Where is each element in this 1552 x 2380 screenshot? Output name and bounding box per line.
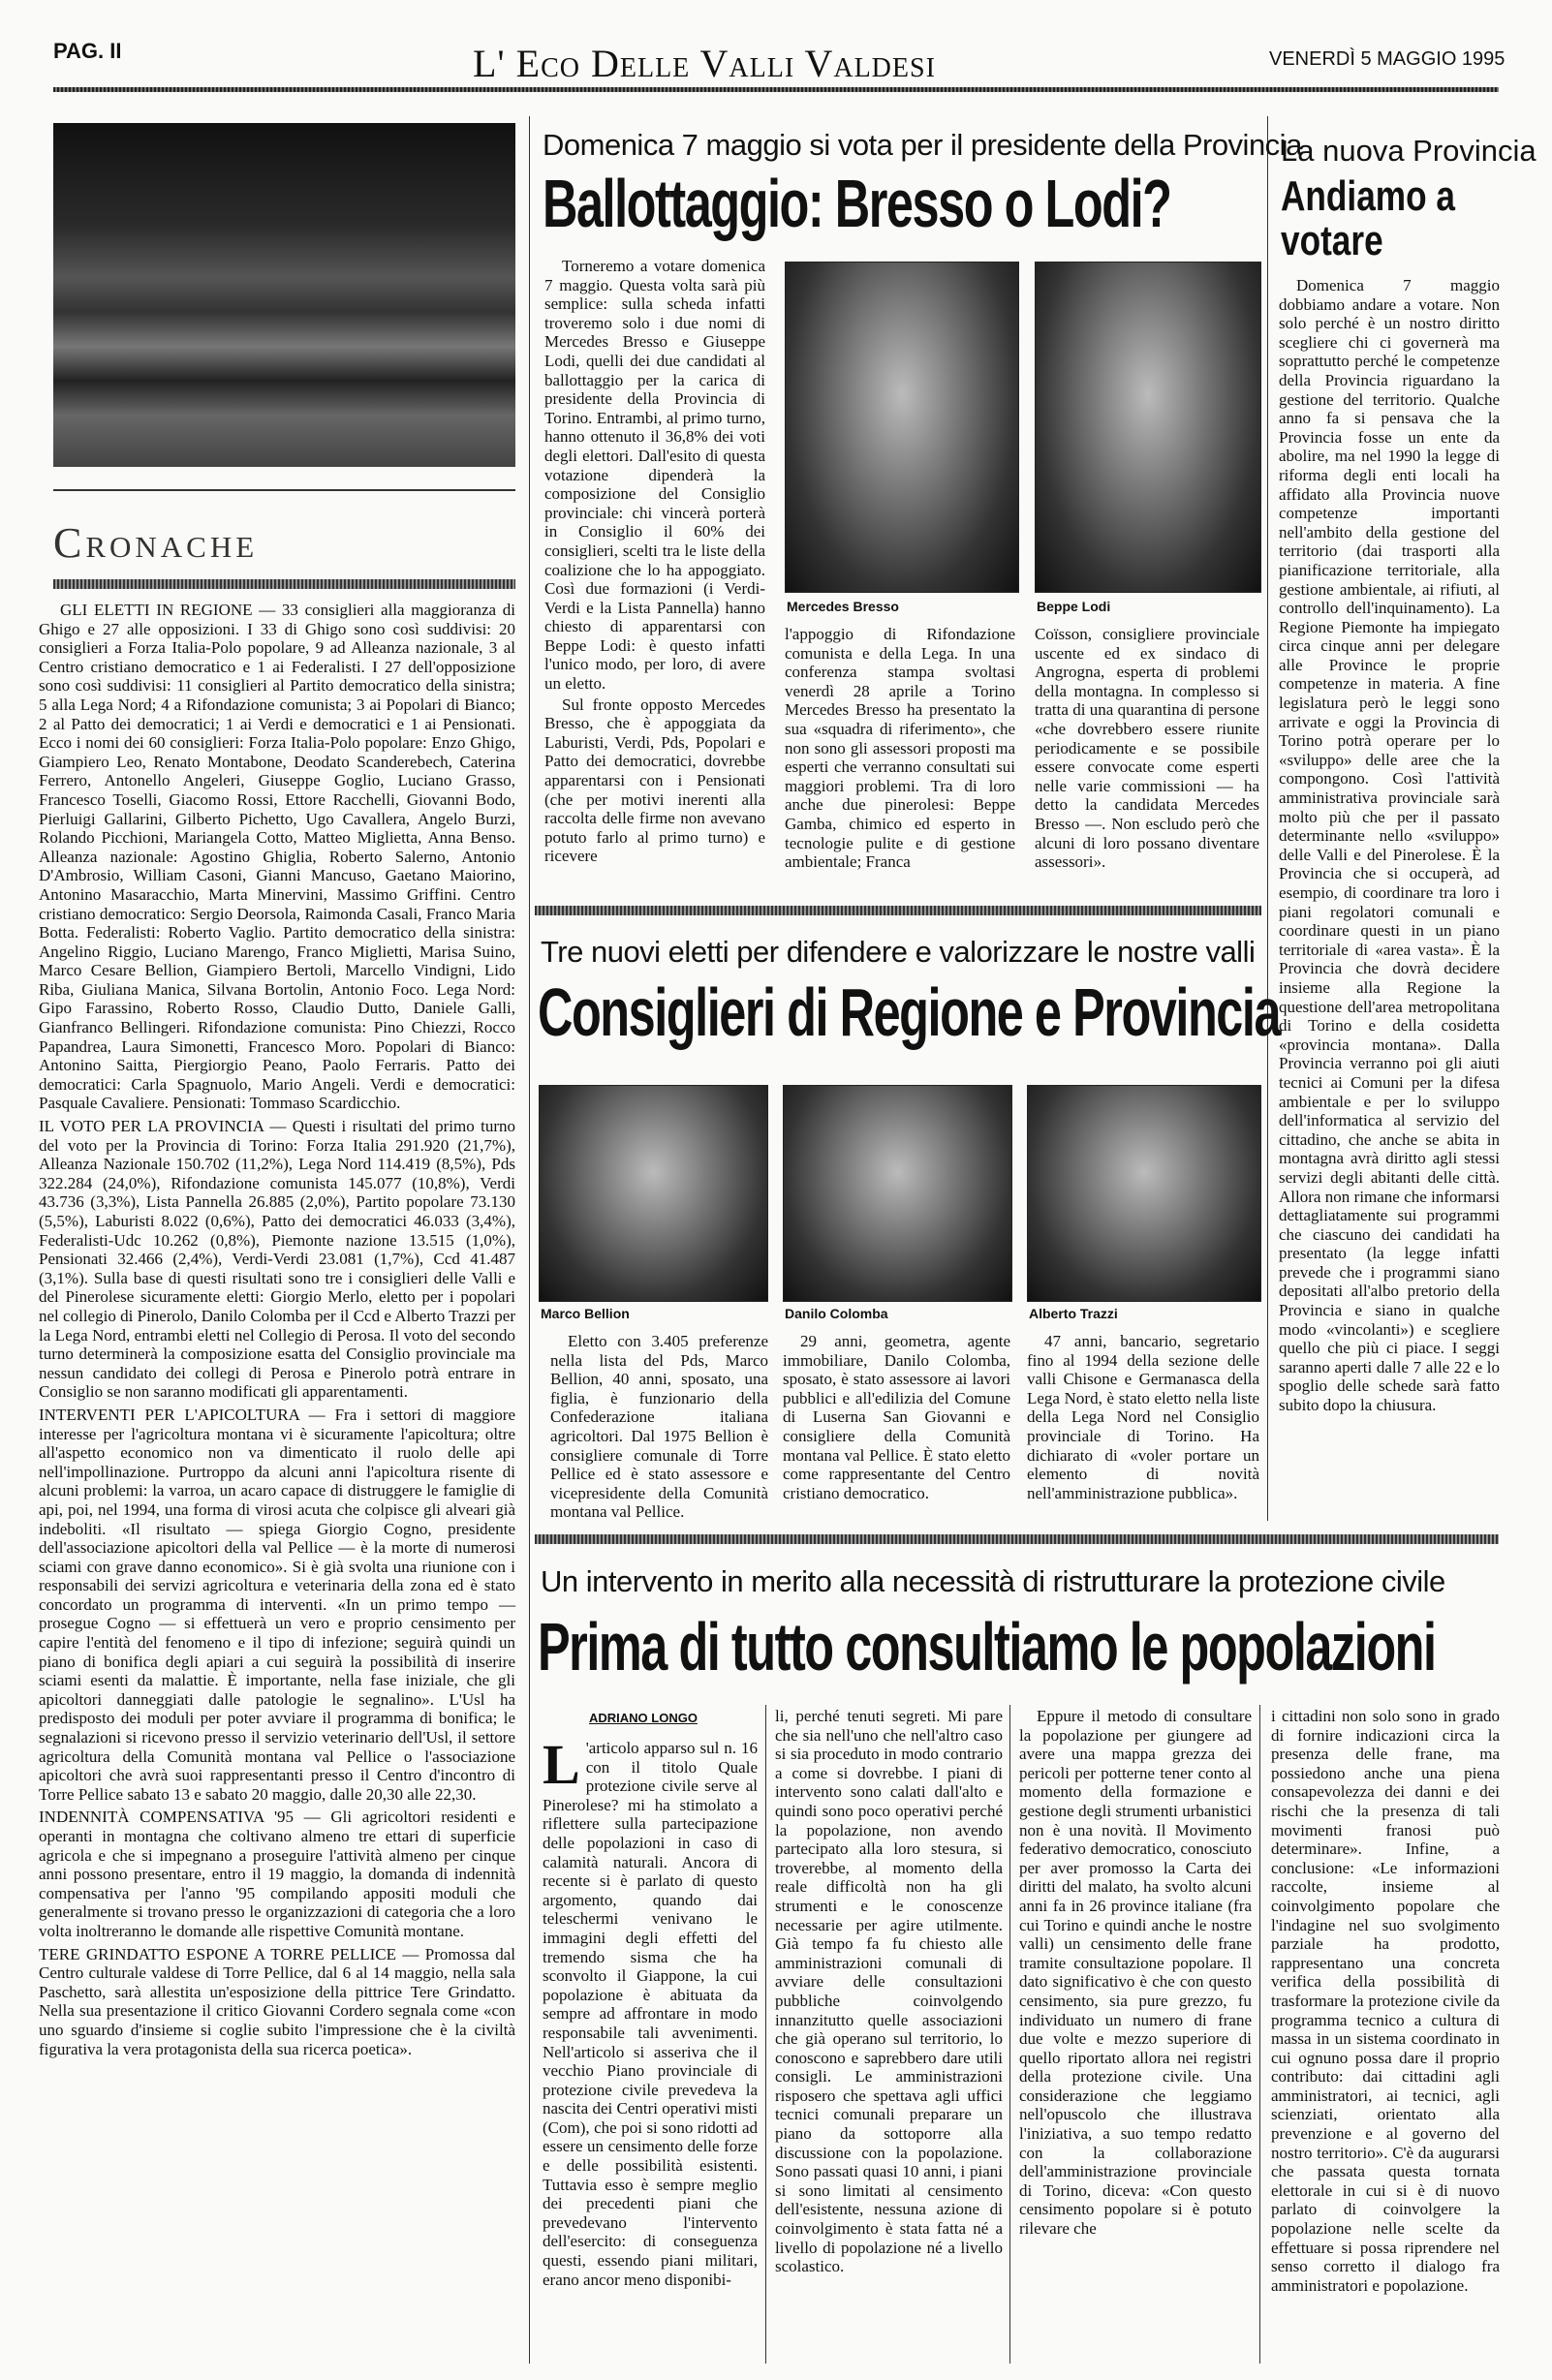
bresso-photo bbox=[785, 262, 1019, 593]
sidebar-column bbox=[1279, 276, 1500, 1415]
kicker: Un intervento in merito alla necessità di ristrutturare la protezione civile bbox=[541, 1564, 1445, 1598]
headline: Consiglieri di Regione e Provincia bbox=[538, 974, 1281, 1050]
article-text: i cittadini non solo sono in grado di fornire indicazioni circa la presenza delle frane, ma possiedono anche una piena consapevolezza dei danni e dei rischi che la presenza di tali movimenti franosi può determinare». Infine, a conclusione: «Le informazioni raccolte, insieme al coinvolgimento popolare che l'indagine nel suo svolgimento parziale ha prodotto, rappresentano una concreta verifica della possibilità di trasformare la protezione civile da programma tecnico a cultura di massa in un sistema coordinato in cui ognuno possa dare il proprio contributo: dai cittadini agli amministratori, ai tecnici, agli scienziati, orientato alla prevenzione e al governo del nostro territorio». C'è da augurarsi che passata questa tornata elettorale in cui si è di nuovo parlato di coinvolgere la popolazione nelle scelte da effettuare si possa riprendere nel senso corretto il dialogo fra amministratori e popolazione. bbox=[1271, 1707, 1500, 2295]
cronache-item: TERE GRINDATTO ESPONE A TORRE PELLICE — Promossa dal Centro culturale valdese di Torre Pellice, dal 6 al 14 maggio, nella sala Paschetto, sarà allestita un'esposizione della pittrice Tere Grindatto. Nella sua presentazione il critico Giovanni Cordero segnala come «con uno sguardo d'insieme si coglie subito l'impressione che è la civiltà figurativa la vera protagonista della sua ricerca poetica». bbox=[39, 1944, 515, 2058]
kicker: Domenica 7 maggio si vota per il presidente della Provincia bbox=[543, 128, 1302, 162]
lodi-photo bbox=[1035, 262, 1261, 593]
cronache-item: GLI ELETTI IN REGIONE — 33 consiglieri alla maggioranza di Ghigo e 27 alle opposizioni. I 33 di Ghigo sono così suddivisi: 20 consiglieri a Forza Italia-Polo popolare, 9 ad Alleanza nazionale, 3 al Centro cristiano democratico e 1 ai Federalisti. I 27 dell'opposizione sono così suddivisi: 11 consiglieri al Partito democratico della sinistra; 5 alla Lega Nord; 4 a Rifondazione comunista; 3 ai Popolari di Bianco; 2 al Patto dei democratici; 1 ai Verdi e democratici e 1 ai Pensionati. Ecco i nomi dei 60 consiglieri: Forza Italia-Polo popolare: Enzo Ghigo, Giampiero Leo, Renato Montabone, Deodato Scanderebech, Caterina Ferrero, Antonello Angeleri, Giuseppe Goglio, Luciano Grasso, Francesco Toselli, Giacomo Rossi, Ettore Racchelli, Giovanni Bodo, Pierluigi Gallarini, Gilberto Pichetto, Ugo Cavallera, Angelo Burzi, Rolando Picchioni, Mariangela Cotto, Matteo Miglietta, Anna Benso. Alleanza nazionale: Agostino Ghiglia, Roberto Salerno, Antonio D'Ambrosio, William Casoni, Gianni Mancuso, Gaetano Maiorino, Antonino Masaracchio, Marta Minervini, Massimo Griffini. Centro cristiano democratico: Sergio Deorsola, Raimonda Casali, Franco Maria Botta. Federalisti: Roberto Vaglio. Partito democratico della sinistra: Angelino Riggio, Luciano Marengo, Franco Miglietti, Marisa Suino, Marco Cesare Bellion, Giampiero Bertoli, Marcello Vindigni, Lido Riba, Giuliana Manica, Silvana Bortolin, Antonio Foco. Lega Nord: Gipo Farassino, Roberto Rosso, Claudio Dutto, Daniele Galli, Gianfranco Bellingeri. Rifondazione comunista: Pino Chiezzi, Rocco Papandrea, Laura Simonetti, Francesco Moro. Popolari di Bianco: Antonino Saitta, Piergiorgio Peano, Paolo Ferraris. Patto dei democratici: Carla Spagnuolo, Mario Angeli. Verdi e democratici: Pasquale Cavaliere. Pensionati: Tommaso Scardicchio. bbox=[39, 601, 515, 1113]
article-text: 29 anni, geometra, agente immobiliare, Danilo Colomba, sposato, è stato assessore ai lavori pubblici e all'edilizia del Comune di Luserna San Giovanni e consigliere della Comunità montana val Pellice. È stato eletto come rappresentante del Centro cristiano democratico. bbox=[783, 1332, 1010, 1502]
section-band bbox=[535, 906, 1261, 915]
article-text: Eppure il metodo di consultare la popolazione per giungere ad avere una mappa grezza dei pericoli per potterne tener conto al momento della formazione e gestione degli strumenti urbanistici non è una novità. Il Movimento federativo democratico, conosciuto per aver promosso la Carta dei diritti del malato, ha svolto alcuni anni fa in 26 province italiane (fra cui Torino e quindi anche le nostre valli) un censimento delle frane tramite consultazione popolare. Il dato significativo è che con questo censimento, sia pure grezzo, fu individuato un numero di frane due volte e mezzo superiore di quello riportato allora nei registri della protezione civile. Una considerazione che leggiamo nell'opuscolo che illustrava l'iniziativa, a suo tempo redatto con la collaborazione dell'amministrazione provinciale di Torino, diceva: «Con questo censimento popolare si è potuto rilevare che bbox=[1019, 1707, 1252, 2239]
article-text: Coïsson, consigliere provinciale uscente ed ex sindaco di Angrogna, esperta di problemi della montagna. In complesso si tratta di una quarantina di persone «che dovrebbero essere riunite periodicamente e se possibile essere convocate come esperti nelle varie commissioni — ha detto la candidata Mercedes Bresso —. Non escludo però che alcuni di loro possano diventare assessori». bbox=[1035, 625, 1259, 872]
cronache-item: IL VOTO PER LA PROVINCIA — Questi i risultati del primo turno del voto per la Provincia di Torino: Forza Italia 291.920 (21,7%), Alleanza Nazionale 150.702 (11,2%), Lega Nord 114.419 (8,5%), Pds 322.284 (24,0%), Rifondazione comunista 145.077 (10,8%), Verdi 43.736 (3,3%), Lista Pannella 26.885 (2,0%), Partito popolare 73.130 (5,5%), Laburisti 8.022 (0,6%), Patto dei democratici 46.033 (3,4%), Federalisti-Udc 10.262 (0,8%), Piemonte nazione 13.515 (1,0%), Pensionati 32.466 (2,4%), Verdi-Verdi 23.081 (1,7%), Ccd 41.487 (3,1%). Sulla base di questi risultati sono tre i consiglieri delle Valli e del Pinerolese sicuramente eletti: Giorgio Merlo, eletto per i popolari nel collegio di Pinerolo, Danilo Colomba per il Ccd e Alberto Trazzi per la Lega Nord, entrambi eletti nel Collegio di Perosa. Il voto del secondo turno determinerà la composizione esatta del Consiglio provinciale ma nessun candidato dei collegi di Perosa e Pinerolo potrà entrare in Consiglio se non saranno modificati gli apparentamenti. bbox=[39, 1117, 515, 1402]
sidebar-kicker: La nuova Provincia bbox=[1281, 134, 1536, 168]
colomba-photo bbox=[783, 1085, 1012, 1302]
trazzi-photo bbox=[1027, 1085, 1261, 1302]
cronache-item: INTERVENTI PER L'APICOLTURA — Fra i settori di maggiore interesse per l'agricoltura montana vi è sicuramente l'apicoltura; oltre all'aspetto economico non va dimenticato il ruolo delle api nell'impollinazione. Purtroppo da alcuni anni l'apicoltura risente di alcuni problemi: la varroa, un acaro capace di distruggere le famiglie di api, poi, nel 1994, una forma di virosi acuta che colpisce gli alveari già indeboliti. «Il risultato — spiega Giorgio Cogno, presidente dell'associazione apicoltori della val Pellice — è la morte di numerosi sciami con grave danno economico». Si è già svolta una riunione con i responsabili dei servizi agricoltura e veterinaria della zona ed è stato concordato un programma di interventi. «In un primo tempo — prosegue Cogno — si effettuerà un vero e proprio censimento per capire l'entità del fenomeno e il tipo di infezione; seguirà quindi un piano di bonifica degli apiari a cui seguirà la possibilità di inserire sciami esenti da malattie. È importante, nella fase iniziale, che gli apicoltori danneggiati dalle patologie le segnalino». L'Usl ha predisposto dei moduli per poter avviare il programma di bonifica; le segnalazioni si ricevono presso il servizio veterinario dell'Usl, il settore agricoltura della Comunità montana val Pellice o l'associazione apicoltori che avrà suoi rappresentanti presso il Centro d'incontro di Torre Pellice sabato 13 e sabato 20 maggio, dalle 20,30 alle 22,30. bbox=[39, 1405, 515, 1804]
article-text: Domenica 7 maggio dobbiamo andare a votare. Non solo perché è un nostro diritto scegliere chi ci governerà ma soprattutto perché le competenze della Provincia riguardano la gestione del territorio. Qualche anno fa si pensava che la Provincia fosse un ente da abolire, ma nel 1990 la legge di riforma degli enti locali ha affidato alla Provincia nuove competenze importanti nell'ambito della gestione del territorio (dai trasporti alla pianificazione territoriale, alla gestione ambientale, ai rifiuti, al controllo dell'inquinamento). La Regione Piemonte ha impiegato circa cinque anni per delegare alle Province le proprie competenze in materia. A fine legislatura però le leggi sono arrivate e oggi la Provincia di Torino potrà operare per lo «sviluppo» delle aree che la compongono. Così l'attività amministrativa provinciale sarà molto più che per il passato determinante nello «sviluppo» delle Valli e del Pinerolese. È la Provincia che si occuperà, ad esempio, di coordinare tra loro i piani regolatori comunali e coordinare questi in un piano territoriale di «area vasta». È la Provincia che dovrà decidere insieme alla Regione la questione dell'area metropolitana di Torino e della cosidetta «provincia montana». Dalla Provincia verranno poi gli aiuti tecnici ai Comuni per la difesa ambientale e per lo sviluppo dell'informatica al servizio del cittadino, che anche se abita in montagna avrà diritto agli stessi servizi degli abitanti delle città. Allora non rimane che informarsi dettagliatamente sui programmi che ciascuno dei candidati ha presentato (la legge infatti prevede che i programmi siano depositati all'albo pretorio della Provincia e siano in qualche modo «vincolanti») e scegliere quello che più ci piace. I seggi saranno aperti dalle 7 alle 22 e lo spoglio delle schede sarà fatto subito dopo la chiusura. bbox=[1279, 276, 1500, 1415]
article-column bbox=[785, 625, 1015, 872]
section-band bbox=[53, 579, 515, 589]
photo-caption: Beppe Lodi bbox=[1037, 599, 1111, 614]
photo-caption: Marco Bellion bbox=[541, 1306, 630, 1321]
sidebar-headline: Andiamo a votare bbox=[1281, 172, 1455, 264]
bio bbox=[1027, 1332, 1259, 1502]
photo-caption: Mercedes Bresso bbox=[787, 599, 899, 614]
headline: Prima di tutto consultiamo le popolazioni bbox=[538, 1609, 1436, 1685]
column-rule bbox=[765, 1705, 766, 2364]
headline: Ballottaggio: Bresso o Lodi? bbox=[543, 166, 1171, 241]
section-band bbox=[535, 1534, 1499, 1544]
kicker: Tre nuovi eletti per difendere e valorizzare le nostre valli bbox=[541, 935, 1256, 969]
column-rule bbox=[1259, 1705, 1260, 2364]
photo-caption: Alberto Trazzi bbox=[1029, 1306, 1118, 1321]
byline: ADRIANO LONGO bbox=[589, 1711, 698, 1725]
article-column bbox=[1035, 625, 1259, 872]
article-text: li, perché tenuti segreti. Mi pare che sia nell'uno che nell'altro caso si sia proceduto in modo contrario a come si dovrebbe. I piani di intervento sono calati dall'alto e quindi sono poco operativi perché la popolazione, non avendo partecipato alla loro stesura, si troverebbe, al momento della reale difficoltà non ha gli strumenti e le conoscenze necessarie per agire utilmente. Già tempo fa fu chiesto alle amministrazioni comunali di avviare delle consultazioni pubbliche coinvolgendo innanzitutto quelle associazioni che già operano sul territorio, lo conoscono e saprebbero dare utili consigli. Le amministrazioni risposero che spettava agli uffici tecnici comunali preparare un piano da sottoporre alla discussione con la popolazione. Sono passati quasi 10 anni, i piani si sono limitati al censimento dell'esistente, nessuna azione di coinvolgimento è stata fatta né a livello di popolazione né a livello scolastico. bbox=[775, 1707, 1003, 2276]
article-text: Eletto con 3.405 preferenze nella lista del Pds, Marco Bellion, 40 anni, sposato, una figlia, è funzionario della Confederazione italiana agricoltori. Dal 1975 Bellion è consigliere comunale di Torre Pellice ed è stato assessore e vicepresidente della Comunità montana val Pellice. bbox=[550, 1332, 768, 1522]
dropcap: L bbox=[543, 1733, 580, 1796]
article-column bbox=[544, 257, 765, 866]
article-text: 'articolo apparso sul n. 16 con il titolo Quale protezione civile serve al Pinerolese? mi ha stimolato a riflettere sulla partecipazione delle popolazioni in caso di calamità naturali. Ancora di recente si è parlato di questo argomento, quando dai teleschermi venivano le immagini degli effetti del tremendo sisma che ha sconvolto il Giappone, la cui popolazione è abituata da sempre ad affrontare in modo responsabile tali avvenimenti. Nell'articolo si asseriva che il vecchio Piano provinciale di protezione civile prevedeva la nascita dei Centri operativi misti (Com), che poi si sono ridotti ad essere un censimento delle forze e delle possibilità esistenti. Tuttavia esso è sempre meglio dei precedenti piani che prevedevano l'intervento dell'esercito: di conseguenza questi, essendo piani militari, erano ancor meno disponibi- bbox=[543, 1739, 758, 2289]
article-text: Torneremo a votare domenica 7 maggio. Questa volta sarà più semplice: sulla scheda infatti troveremo solo i due nomi di Mercedes Bresso e Giuseppe Lodi, quelli dei due candidati al ballottaggio per la carica di presidente della Provincia di Torino. Entrambi, al primo turno, hanno ottenuto il 36,8% dei voti degli elettori. Dall'esito di questa votazione dipenderà la composizione del Consiglio provinciale: chi vincerà porterà in Consiglio il 60% dei consiglieri, scelti tra le liste della coalizione che lo ha appoggiato. Così due formazioni (i Verdi-Verdi e la Lista Pannella) hanno chiesto di apparentarsi con Beppe Lodi: è questo infatti l'unico modo, per loro, di avere un eletto. bbox=[544, 257, 765, 694]
column-rule bbox=[1267, 116, 1268, 1521]
article-text: l'appoggio di Rifondazione comunista e della Lega. In una conferenza stampa svoltasi venerdì 28 aprile a Torino Mercedes Bresso ha presentato la sua «squadra di riferimento», che non sono gli assessori proposti ma esperti che verranno consultati sui maggiori problemi. Tra di loro anche due pinerolesi: Beppe Gamba, chimico ed esperto in tecnologie pulite e di gestione ambientale; Franca bbox=[785, 625, 1015, 872]
article-column bbox=[543, 1733, 758, 2289]
column-rule bbox=[1009, 1705, 1010, 2364]
article-column bbox=[1271, 1707, 1500, 2295]
article-text: Sul fronte opposto Mercedes Bresso, che è appoggiata da Laburisti, Verdi, Pds, Popolari e Patto dei democratici, dovrebbe apparentarsi con i Pensionati (che per motivi inerenti alla raccolta delle firme non avevano potuto farlo al primo turno) e ricevere bbox=[544, 695, 765, 866]
bellion-photo bbox=[539, 1085, 768, 1302]
issue-date: VENERDÌ 5 MAGGIO 1995 bbox=[1269, 48, 1505, 70]
photo-caption: Danilo Colomba bbox=[785, 1306, 888, 1321]
article-text bbox=[543, 1733, 758, 2289]
bio bbox=[550, 1332, 768, 1522]
page-number: PAG. II bbox=[53, 39, 122, 63]
divider bbox=[53, 489, 515, 491]
cronache-column bbox=[39, 601, 515, 2058]
newspaper-title: L' Eco Delle Valli Valdesi bbox=[473, 42, 936, 85]
header-rule bbox=[53, 87, 1499, 92]
article-column bbox=[775, 1707, 1003, 2276]
mountain-lake-photo bbox=[53, 123, 515, 467]
column-rule bbox=[529, 116, 530, 2364]
article-text: 47 anni, bancario, segretario fino al 1994 della sezione delle valli Chisone e Germanasca della Lega Nord, è stato eletto nella liste della Lega Nord nel Consiglio provinciale di Torino. Ha dichiarato di «voler portare un elemento di novità nell'amministrazione pubblica». bbox=[1027, 1332, 1259, 1502]
article-column bbox=[1019, 1707, 1252, 2239]
cronache-item: INDENNITÀ COMPENSATIVA '95 — Gli agricoltori residenti e operanti in montagna che coltivano almeno tre ettari di superficie agricola e che si impegnano a proseguire l'attività almeno per cinque anni possono presentare, entro il 19 maggio, la domanda di indennità compensativa per l'anno '95 compilando appositi moduli che generalmente si trovano presso le organizzazioni di categoria che a loro volta inoltreranno le domande alle rispettive Comunità montane. bbox=[39, 1808, 515, 1940]
bio bbox=[783, 1332, 1010, 1502]
section-title: Cronache bbox=[53, 519, 259, 567]
